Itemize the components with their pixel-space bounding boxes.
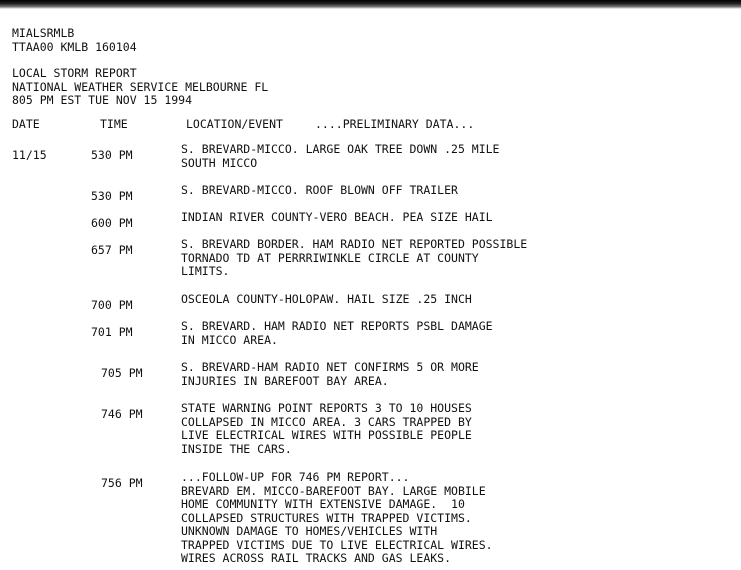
issuing-office: NATIONAL WEATHER SERVICE MELBOURNE FL	[12, 79, 269, 94]
entry-description-line: TORNADO TD AT PERRRIWINKLE CIRCLE AT COUNTY	[181, 250, 479, 265]
entry-description-line: S. BREVARD BORDER. HAM RADIO NET REPORTED POSSIBLE	[181, 237, 528, 251]
entry-description-line: COLLAPSED STRUCTURES WITH TRAPPED VICTIMS.	[181, 510, 472, 525]
entry-time: 530 PM	[91, 189, 133, 203]
entry-time: 600 PM	[91, 216, 133, 230]
entry-time: 700 PM	[91, 298, 133, 312]
entry-description-line: S. BREVARD-MICCO. ROOF BLOWN OFF TRAILER	[181, 183, 458, 197]
entry-description-line: STATE WARNING POINT REPORTS 3 TO 10 HOUSES	[181, 401, 472, 415]
entry-description-line: TRAPPED VICTIMS DUE TO LIVE ELECTRICAL WIRES.	[181, 537, 493, 552]
entry-time: 746 PM	[101, 407, 143, 421]
entry-description-line: S. BREVARD. HAM RADIO NET REPORTS PSBL DAMAGE	[181, 319, 493, 333]
column-time: TIME	[100, 117, 128, 131]
entry-description-line: IN MICCO AREA.	[181, 332, 278, 347]
entry-description-line: COLLAPSED IN MICCO AREA. 3 CARS TRAPPED BY	[181, 414, 472, 429]
entry-description-line: INDIAN RIVER COUNTY-VERO BEACH. PEA SIZE HAIL	[181, 210, 493, 224]
storm-report-document	[12, 27, 727, 108]
entry-description-line: LIVE ELECTRICAL WIRES WITH POSSIBLE PEOPLE	[181, 428, 472, 442]
entry-description-line: S. BREVARD-MICCO. LARGE OAK TREE DOWN .25 MILE	[181, 142, 500, 156]
entry-description-line: INJURIES IN BAREFOOT BAY AREA.	[181, 373, 389, 388]
entry-description-line: OSCEOLA COUNTY-HOLOPAW. HAIL SIZE .25 INCH	[181, 292, 472, 306]
entry-time: 701 PM	[91, 325, 133, 339]
column-location-event: LOCATION/EVENT	[186, 117, 283, 131]
report-title: LOCAL STORM REPORT	[12, 66, 137, 80]
entry-description-line: BREVARD EM. MICCO-BAREFOOT BAY. LARGE MOBILE	[181, 483, 486, 498]
column-date: DATE	[12, 117, 40, 131]
product-id: MIALSRMLB	[12, 26, 75, 40]
column-headers	[12, 118, 727, 132]
entry-description-line: LIMITS.	[181, 264, 230, 278]
entry-description-line: SOUTH MICCO	[181, 155, 258, 170]
entry-description-line: S. BREVARD-HAM RADIO NET CONFIRMS 5 OR MORE	[181, 360, 479, 374]
preliminary-data-note: ....PRELIMINARY DATA...	[315, 117, 475, 131]
entry-description-line: WIRES ACROSS RAIL TRACKS AND GAS LEAKS.	[181, 551, 452, 565]
entry-time: 657 PM	[91, 243, 133, 257]
entry-description-line: HOME COMMUNITY WITH EXTENSIVE DAMAGE. 10	[181, 497, 465, 511]
entry-description-line: ...FOLLOW-UP FOR 746 PM REPORT...	[181, 470, 410, 484]
entry-time: 530 PM	[91, 148, 133, 162]
entry-time: 756 PM	[101, 476, 143, 490]
issue-time: 805 PM EST TUE NOV 15 1994	[12, 93, 193, 107]
scan-top-edge	[0, 0, 741, 9]
entry-description-line: INSIDE THE CARS.	[181, 441, 292, 456]
entry-description-line: UNKNOWN DAMAGE TO HOMES/VEHICLES WITH	[181, 524, 438, 538]
wmo-header: TTAA00 KMLB 160104	[12, 39, 137, 54]
entry-date: 11/15	[12, 148, 47, 162]
entry-time: 705 PM	[101, 366, 143, 380]
